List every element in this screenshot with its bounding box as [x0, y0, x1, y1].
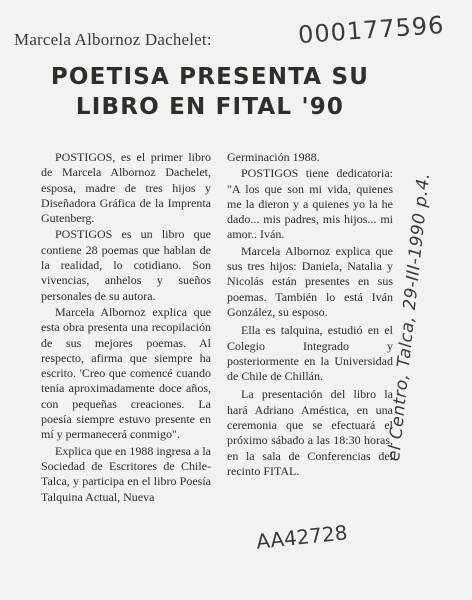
paragraph: Explica que en 1988 ingresa a la Sociedad de Escritores de Chile-Talca, y participa en el libro Poesía Talquina Actual, Nueva	[41, 443, 211, 504]
paragraph: La presentación del libro la hará Adriano Améstica, en una ceremonia que se efectuará el próximo sábado a las 18:30 horas, en la sala de Conferencias del recinto FITAL.	[227, 387, 393, 478]
paragraph: Ella es talquina, estudió en el Colegio Integrado y posteriormente en la Universidad de Chile de Chillán.	[227, 323, 393, 384]
article-column-right	[227, 150, 393, 480]
paragraph: POSTIGOS tiene dedicatoria: "A los que son mi vida, quienes me la dieron y a quienes yo la he dado... mis padres, mis hijos... mi amor.. Iván.	[227, 166, 393, 242]
author-byline: Marcela Albornoz Dachelet:	[14, 30, 212, 49]
headline	[0, 62, 420, 122]
headline-line-1: POETISA PRESENTA SU	[50, 64, 370, 90]
handwritten-archive-number: 000177596	[297, 10, 446, 50]
paragraph: Marcela Albornoz explica que sus tres hijos: Daniela, Natalia y Nicolás están presentes en sus poemas. También lo está Iván González, su esposo.	[227, 243, 393, 319]
handwritten-reference-number: AA42728	[254, 520, 349, 554]
paragraph: POSTIGOS es un libro que contiene 28 poemas que hablan de la realidad, lo cotidiano. Son vivencias, anhelos y sueños personales de su autora.	[41, 227, 211, 303]
paragraph: POSTIGOS, es el primer libro de Marcela Albornoz Dachelet, esposa, madre de tres hijos y Diseñadora Gráfica de la Imprenta Gutenberg.	[41, 150, 211, 226]
article-column-left	[41, 150, 211, 506]
handwritten-source-note: el Centro, Talca, 29-III-1990 p.4.	[384, 171, 435, 463]
paragraph: Marcela Albornoz explica que esta obra presenta una recopilación de sus mejores poemas. Al respecto, afirma que siempre ha escrito. 'Creo que comencé cuando tenía aproximadamente doce años, con pequeñas creaciones. La poesía siempre estuvo presente en mí y permanecerá conmigo".	[41, 304, 211, 442]
headline-line-2: LIBRO EN FITAL '90	[75, 94, 345, 120]
paragraph: Germinación 1988.	[227, 150, 320, 164]
